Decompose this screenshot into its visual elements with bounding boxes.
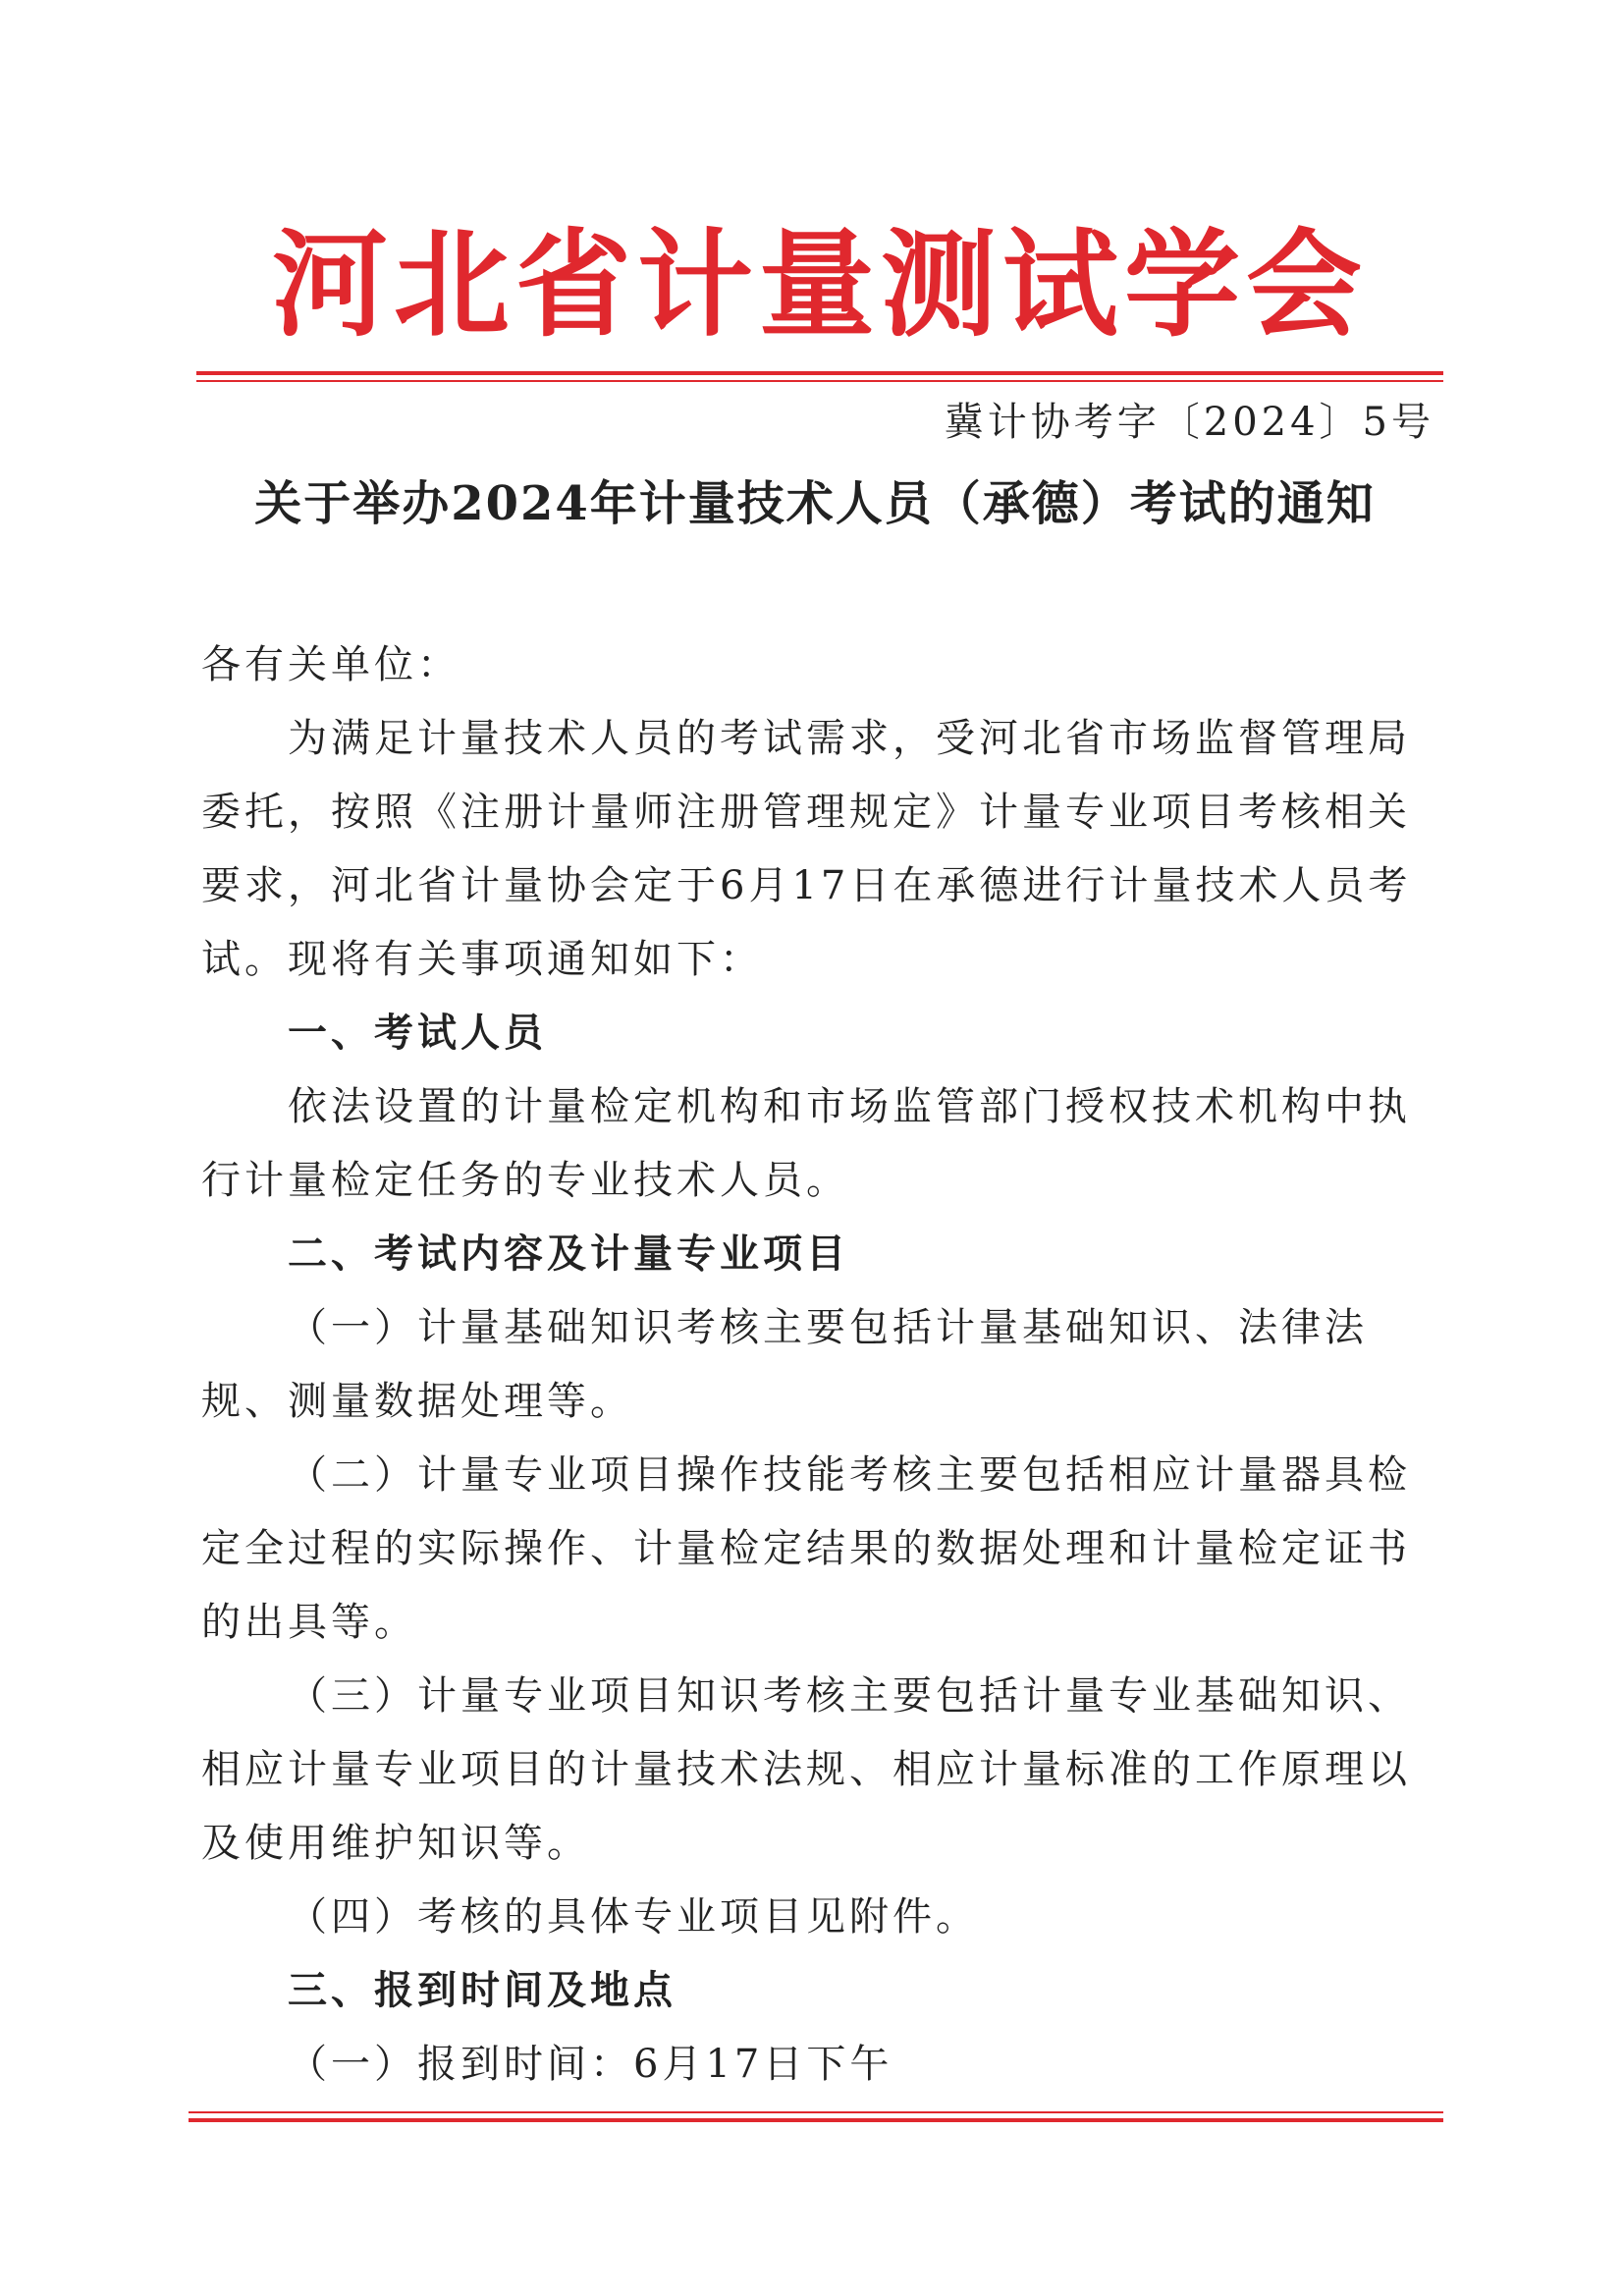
section-3-heading: 三、报到时间及地点 — [288, 1968, 676, 2013]
section-2-item-2: （二）计量专业项目操作技能考核主要包括相应计量器具检定全过程的实际操作、计量检定结果的数据处理和计量检定证书的出具等。 — [201, 1452, 1411, 1645]
salutation: 各有关单位： — [201, 642, 460, 687]
section-2-item-1: （一）计量基础知识考核主要包括计量基础知识、法律法规、测量数据处理等。 — [201, 1305, 1368, 1424]
section-3-item-1: （一）报到时间：6月17日下午 — [288, 2042, 893, 2087]
footer-rule-thick — [189, 2118, 1443, 2122]
section-2-heading: 二、考试内容及计量专业项目 — [288, 1231, 849, 1277]
letterhead-rule-thick — [196, 371, 1443, 375]
section-2-item-4: （四）考核的具体专业项目见附件。 — [288, 1894, 979, 1940]
letterhead-rule-thin — [196, 380, 1443, 382]
section-1-heading: 一、考试人员 — [288, 1011, 547, 1056]
intro-paragraph: 为满足计量技术人员的考试需求，受河北省市场监督管理局委托，按照《注册计量师注册管理规定》计量专业项目考核相关要求，河北省计量协会定于6月17日在承德进行计量技术人员考试。现将有关事项通知如下： — [201, 716, 1412, 982]
section-2-item-3: （三）计量专业项目知识考核主要包括计量专业基础知识、相应计量专业项目的计量技术法规、相应计量标准的工作原理以及使用维护知识等。 — [201, 1673, 1411, 1866]
notice-title: 关于举办2024年计量技术人员（承德）考试的通知 — [254, 476, 1376, 531]
notice-body — [201, 629, 1429, 2102]
section-1-text: 依法设置的计量检定机构和市场监管部门授权技术机构中执行计量检定任务的专业技术人员。 — [201, 1084, 1411, 1203]
footer-rule-thin — [189, 2111, 1443, 2113]
org-letterhead-title: 河北省计量测试学会 — [271, 216, 1368, 353]
document-number: 冀计协考字〔2024〕5号 — [944, 400, 1434, 445]
